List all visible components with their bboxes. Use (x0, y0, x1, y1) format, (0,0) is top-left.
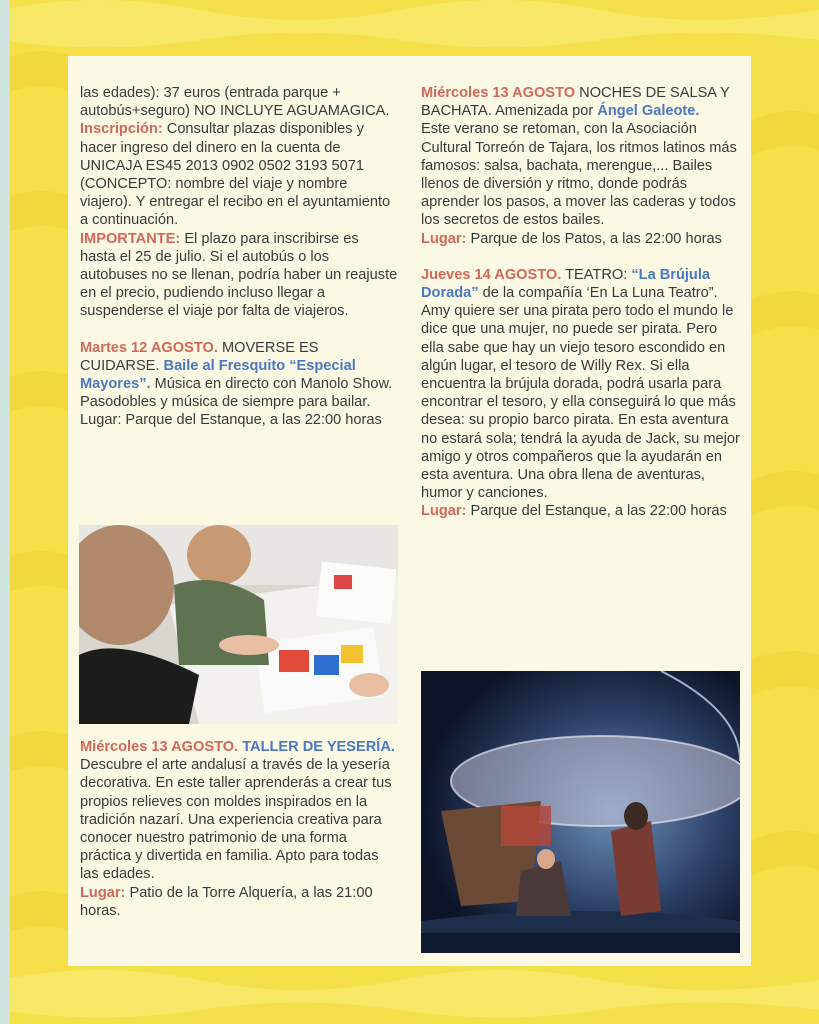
inscripcion-paragraph (80, 120, 398, 229)
event-baile-date: Martes 12 AGOSTO. (80, 339, 218, 356)
event-salsa-date: Miércoles 13 AGOSTO (421, 85, 576, 101)
event-yeseria-date: Miércoles 13 AGOSTO. (80, 739, 239, 755)
importante-label: IMPORTANTE: (80, 230, 181, 247)
event-teatro-title: “La Brújula Dorada” (421, 266, 711, 302)
event-yeseria-text: Descubre el arte andalusí a través de la yesería decorativa. En este taller aprenderás a crear tus propios relieves con moldes inspirados en la tradición nazarí. Una experiencia creativa para conocer nuestro patrimonio de una forma práctica y divertida en familia. Apto para todas las edades. (80, 757, 392, 883)
content-panel (68, 56, 751, 966)
event-baile-place: Lugar: Parque del Estanque, a las 22:00 horas (80, 412, 382, 429)
event-baile-title: Baile al Fresquito “Especial Mayores”. (80, 357, 356, 393)
event-teatro-place-text: Parque del Estanque, a las 22:00 horas (466, 503, 727, 520)
left-column (80, 84, 398, 430)
event-yeseria-title: TALLER DE YESERÍA. (238, 739, 395, 755)
event-baile-text: Música en directo con Manolo Show. Pasodobles y música de siempre para bailar. (80, 376, 393, 411)
inscripcion-label: Inscripción: (80, 121, 163, 138)
event-yeseria-place-label: Lugar: (80, 884, 126, 901)
event-baile-paragraph (80, 339, 398, 412)
importante-paragraph (80, 230, 398, 321)
event-teatro-heading (421, 266, 741, 302)
event-baile-pre: MOVERSE ES CUIDARSE. (80, 339, 319, 374)
event-yeseria-place-text: Patio de la Torre Alquería, a las 21:00 horas. (80, 884, 373, 919)
event-salsa-place (421, 230, 741, 248)
left-edge-stripe (0, 0, 10, 1024)
event-teatro-date: Jueves 14 AGOSTO. (421, 266, 562, 283)
event-teatro-pre: TEATRO: (561, 266, 632, 283)
event-yeseria-place (80, 884, 398, 920)
event-salsa-name: Ángel Galeote. (597, 103, 700, 120)
importante-text: El plazo para inscribirse es hasta el 25 de julio. Si el autobús o los autobuses no se llenan, podría haber un reajuste en el precio, pudiendo incluso llegar a suspenderse el viaje por falta de viajeros. (80, 230, 398, 320)
event-salsa-place-label: Lugar: (421, 230, 467, 247)
event-teatro-place (421, 502, 741, 520)
event-teatro-text: Amy quiere ser una pirata pero todo el mundo le dice que una mujer, no puede ser pirata. Pero ella sabe que hay un viejo tesoro escondido en algún lugar, el tesoro de Willy Rex. Si ella encuentra la brújula dorada, podrá usarla para encontrar el tesoro, y ella conseguirá lo que más desea: su propio barco pirata. En esta aventura no estará sola; tendrá la ayuda de Jack, su mejor amigo y otros compañeros que la ayudarán en esta aventura. Una obra llena de aventuras, humor y canciones. (421, 303, 740, 502)
event-yeseria-heading (80, 738, 398, 756)
event-salsa-pre: NOCHES DE SALSA Y BACHATA. Amenizada por (421, 85, 730, 120)
event-salsa-heading (421, 84, 741, 120)
event-salsa-text: Este verano se retoman, con la Asociación Cultural Torreón de Tajara, los ritmos latinos más famosos: salsa, bachata, merengue,... Bailes llenos de diversión y ritmo, donde podrás aprender los pasos, a mover las caderas y todos los secretos de estos bailes. (421, 121, 737, 229)
children-crafts-photo (79, 525, 398, 724)
left-column-bottom (80, 738, 398, 920)
right-column (421, 84, 741, 521)
event-teatro-post: de la compañía ‘En La Luna Teatro”. (478, 285, 718, 302)
event-teatro-place-label: Lugar: (421, 503, 467, 520)
event-salsa-place-text: Parque de los Patos, a las 22:00 horas (466, 230, 722, 247)
theater-stage-photo (421, 671, 740, 953)
inscripcion-text: Consultar plazas disponibles y hacer ingreso del dinero en la cuenta de UNICAJA ES45 2013 0902 0502 3193 5071 (CONCEPTO: nombre del viaje y nombre viajero). Y entregar el recibo en el ayuntamiento a continuación. (80, 121, 391, 229)
intro-text: las edades): 37 euros (entrada parque + autobús+seguro) NO INCLUYE AGUAMAGICA. (80, 85, 390, 120)
